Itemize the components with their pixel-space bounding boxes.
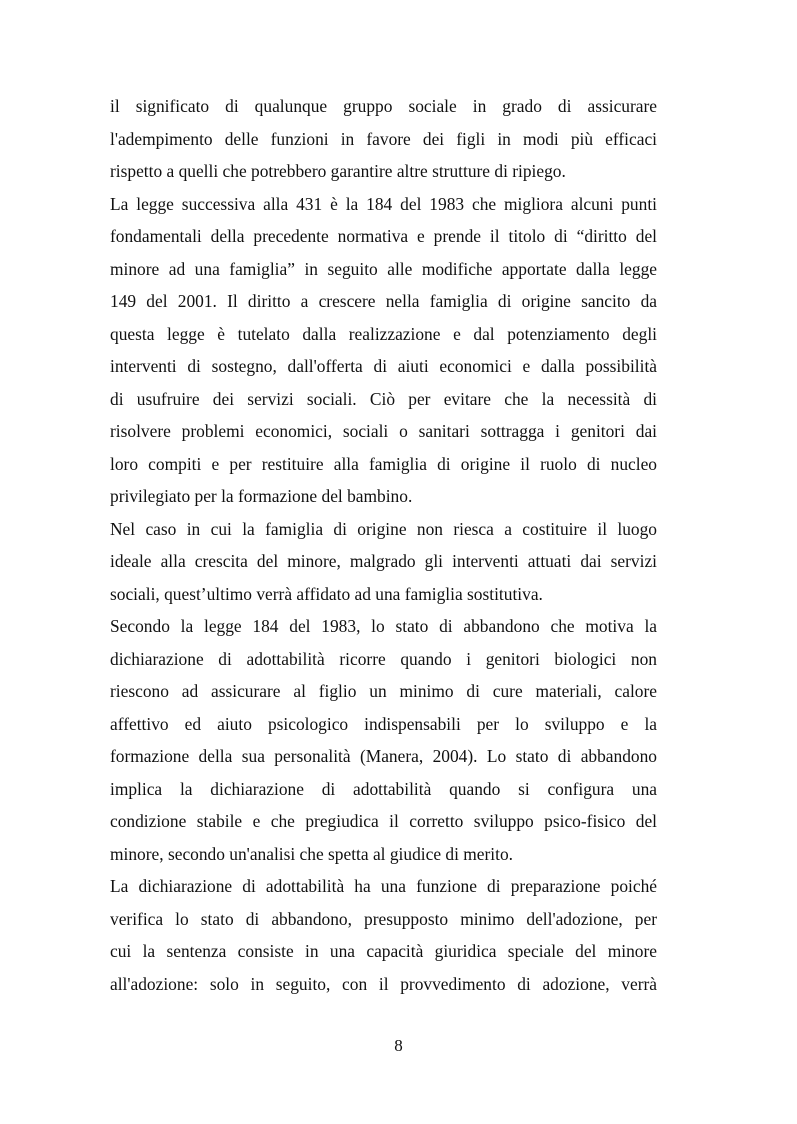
- text-line: La dichiarazione di adottabilità ha una funzione di preparazione poiché: [110, 876, 657, 896]
- text-line: ideale alla crescita del minore, malgrado gli interventi attuati dai servizi: [110, 551, 657, 571]
- text-line: risolvere problemi economici, sociali o sanitari sottragga i genitori dai: [110, 421, 657, 441]
- text-line: interventi di sostegno, dall'offerta di aiuti economici e dalla possibilità: [110, 356, 657, 376]
- text-line: minore ad una famiglia” in seguito alle modifiche apportate dalla legge: [110, 258, 657, 279]
- text-line: loro compiti e per restituire alla famiglia di origine il ruolo di nucleo: [110, 453, 657, 474]
- text-line: affettivo ed aiuto psicologico indispensabili per lo sviluppo e la: [110, 713, 657, 734]
- text-line: l'adempimento delle funzioni in favore dei figli in modi più efficaci: [110, 128, 657, 149]
- text-line: La legge successiva alla 431 è la 184 del 1983 che migliora alcuni punti: [110, 193, 657, 214]
- text-line: verifica lo stato di abbandono, presupposto minimo dell'adozione, per: [110, 908, 657, 929]
- text-line: privilegiato per la formazione del bambino.: [110, 486, 413, 506]
- text-line: questa legge è tutelato dalla realizzazione e dal potenziamento degli: [110, 323, 657, 344]
- text-line: minore, secondo un'analisi che spetta al giudice di merito.: [110, 843, 513, 864]
- text-line: sociali, quest’ultimo verrà affidato ad una famiglia sostitutiva.: [110, 583, 543, 604]
- text-line: formazione della sua personalità (Manera, 2004). Lo stato di abbandono: [110, 746, 657, 766]
- text-line: all'adozione: solo in seguito, con il provvedimento di adozione, verrà: [110, 973, 657, 994]
- text-line: cui la sentenza consiste in una capacità giuridica speciale del minore: [110, 941, 657, 961]
- text-line: il significato di qualunque gruppo sociale in grado di assicurare: [110, 96, 657, 116]
- text-line: dichiarazione di adottabilità ricorre quando i genitori biologici non: [110, 648, 657, 669]
- text-line: riescono ad assicurare al figlio un minimo di cure materiali, calore: [110, 681, 657, 701]
- text-line: implica la dichiarazione di adottabilità quando si configura una: [110, 778, 657, 799]
- body-text: [110, 90, 657, 1000]
- text-line: di usufruire dei servizi sociali. Ciò per evitare che la necessità di: [110, 388, 657, 409]
- page-number: 8: [394, 1036, 403, 1055]
- text-line: Nel caso in cui la famiglia di origine non riesca a costituire il luogo: [110, 518, 657, 539]
- text-line: Secondo la legge 184 del 1983, lo stato di abbandono che motiva la: [110, 616, 657, 636]
- text-line: fondamentali della precedente normativa e prende il titolo di “diritto del: [110, 226, 657, 246]
- text-line: rispetto a quelli che potrebbero garantire altre strutture di ripiego.: [110, 161, 566, 181]
- text-line: 149 del 2001. Il diritto a crescere nella famiglia di origine sancito da: [110, 291, 657, 311]
- text-line: condizione stabile e che pregiudica il corretto sviluppo psico-fisico del: [110, 811, 657, 831]
